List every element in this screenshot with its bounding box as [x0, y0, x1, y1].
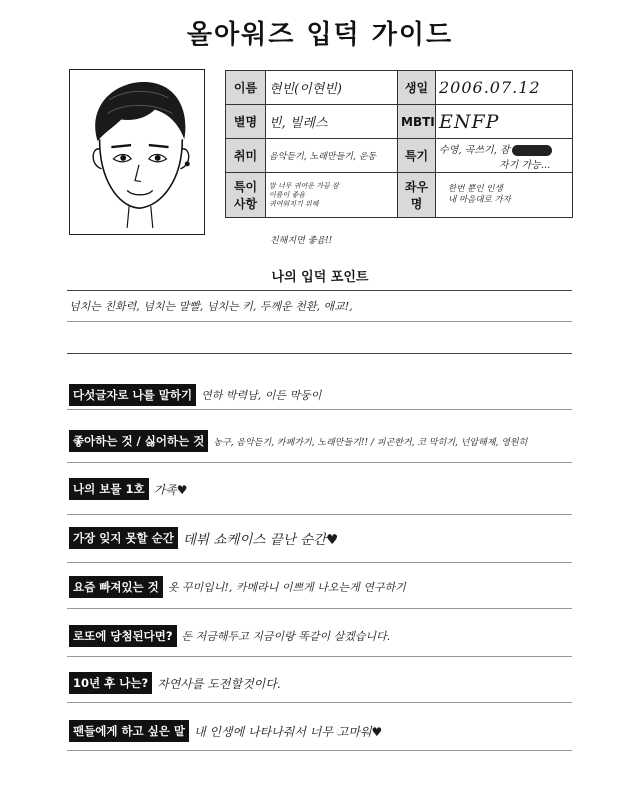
- question-label: 10년 후 나는?: [69, 672, 152, 694]
- motto-label: 좌우명: [398, 173, 436, 218]
- question-row: [69, 430, 527, 452]
- motto-line: 한번 뿐인 인생: [448, 184, 503, 194]
- nickname-value: 빈, 빌레스: [266, 105, 398, 139]
- special-line: 이름이 좋음: [269, 190, 306, 199]
- answer-line: [67, 702, 572, 703]
- special-line: 말 너무 귀여운 가끔 잠: [269, 181, 339, 190]
- question-label: 좋아하는 것 / 싫어하는 것: [69, 430, 208, 452]
- question-answer: 옷 꾸미입니!, 카메라니 이쁘게 나오는게 연구하기: [167, 581, 406, 594]
- face-sketch-icon: [70, 70, 204, 234]
- question-answer: 돈 저금해두고 지금이랑 똑같이 살겠습니다.: [181, 630, 391, 643]
- special-label: 특이사항: [226, 173, 266, 218]
- question-answer: 가족♥: [153, 482, 188, 497]
- answer-line: [67, 562, 572, 563]
- question-label: 로또에 당첨된다면?: [69, 625, 177, 647]
- talent-cell: [436, 139, 573, 173]
- mbti-value: ENFP: [436, 105, 573, 139]
- answer-line: [67, 462, 572, 463]
- question-row: [69, 527, 338, 549]
- question-answer: 자연사를 도전할것이다.: [157, 676, 281, 691]
- portrait-drawing: [69, 69, 205, 235]
- divider: [67, 321, 572, 322]
- point-title: 나의 입덕 포인트: [271, 270, 369, 285]
- question-row: [69, 720, 382, 742]
- special-line: 귀여워지기 위해: [269, 199, 319, 208]
- answer-line: [67, 608, 572, 609]
- question-label: 요즘 빠져있는 것: [69, 576, 163, 598]
- question-label: 다섯글자로 나를 말하기: [69, 384, 196, 406]
- nickname-label: 별명: [226, 105, 266, 139]
- name-value: 현빈(이현빈): [266, 71, 398, 105]
- question-row: [69, 576, 406, 598]
- answer-line: [67, 409, 572, 410]
- divider: [67, 353, 572, 354]
- mbti-label: MBTI: [398, 105, 436, 139]
- talent-extra: 자기 가능...: [499, 159, 551, 171]
- motto-line: 내 마음대로 가자: [448, 195, 511, 205]
- question-row: [69, 384, 321, 406]
- question-row: [69, 672, 281, 694]
- question-row: [69, 478, 188, 500]
- special-overflow-line: 친해지면 좋음!!: [270, 236, 333, 246]
- question-answer: 데뷔 쇼케이스 끝난 순간♥: [182, 532, 339, 548]
- talent-value: 수영, 곡쓰기, 잠: [439, 144, 510, 156]
- answer-line: [67, 750, 572, 751]
- question-label: 나의 보물 1호: [69, 478, 149, 500]
- scribble-mark: [512, 145, 552, 156]
- answer-line: [67, 656, 572, 657]
- birthday-value: 2006.07.12: [436, 71, 573, 105]
- birthday-label: 생일: [398, 71, 436, 105]
- profile-table: [225, 70, 573, 218]
- answer-line: [67, 514, 572, 515]
- point-text: 넘치는 친화력, 넘치는 말빨, 넘치는 키, 두께운 천환, 애교!,: [69, 300, 353, 313]
- motto-value: [436, 173, 573, 218]
- question-label: 가장 잊지 못할 순간: [69, 527, 178, 549]
- question-answer: 내 인생에 나타나줘서 너무 고마워♥: [194, 724, 383, 739]
- question-label: 팬들에게 하고 싶은 말: [69, 720, 189, 742]
- special-value: [266, 173, 398, 218]
- question-row: [69, 625, 390, 647]
- talent-label: 특기: [398, 139, 436, 173]
- question-answer: 연하 박력남, 이든 막둥이: [201, 389, 322, 402]
- hobby-label: 취미: [226, 139, 266, 173]
- question-answer: 농구, 음악듣기, 카페가기, 노래만들기!! / 피곤한거, 코 막히기, 넌압해제, 영원히: [213, 437, 528, 448]
- divider: [67, 290, 572, 291]
- name-label: 이름: [226, 71, 266, 105]
- page-title: 올아워즈 입덕 가이드: [186, 20, 454, 50]
- hobby-value: 음악듣기, 노래만들기, 운동: [266, 139, 398, 173]
